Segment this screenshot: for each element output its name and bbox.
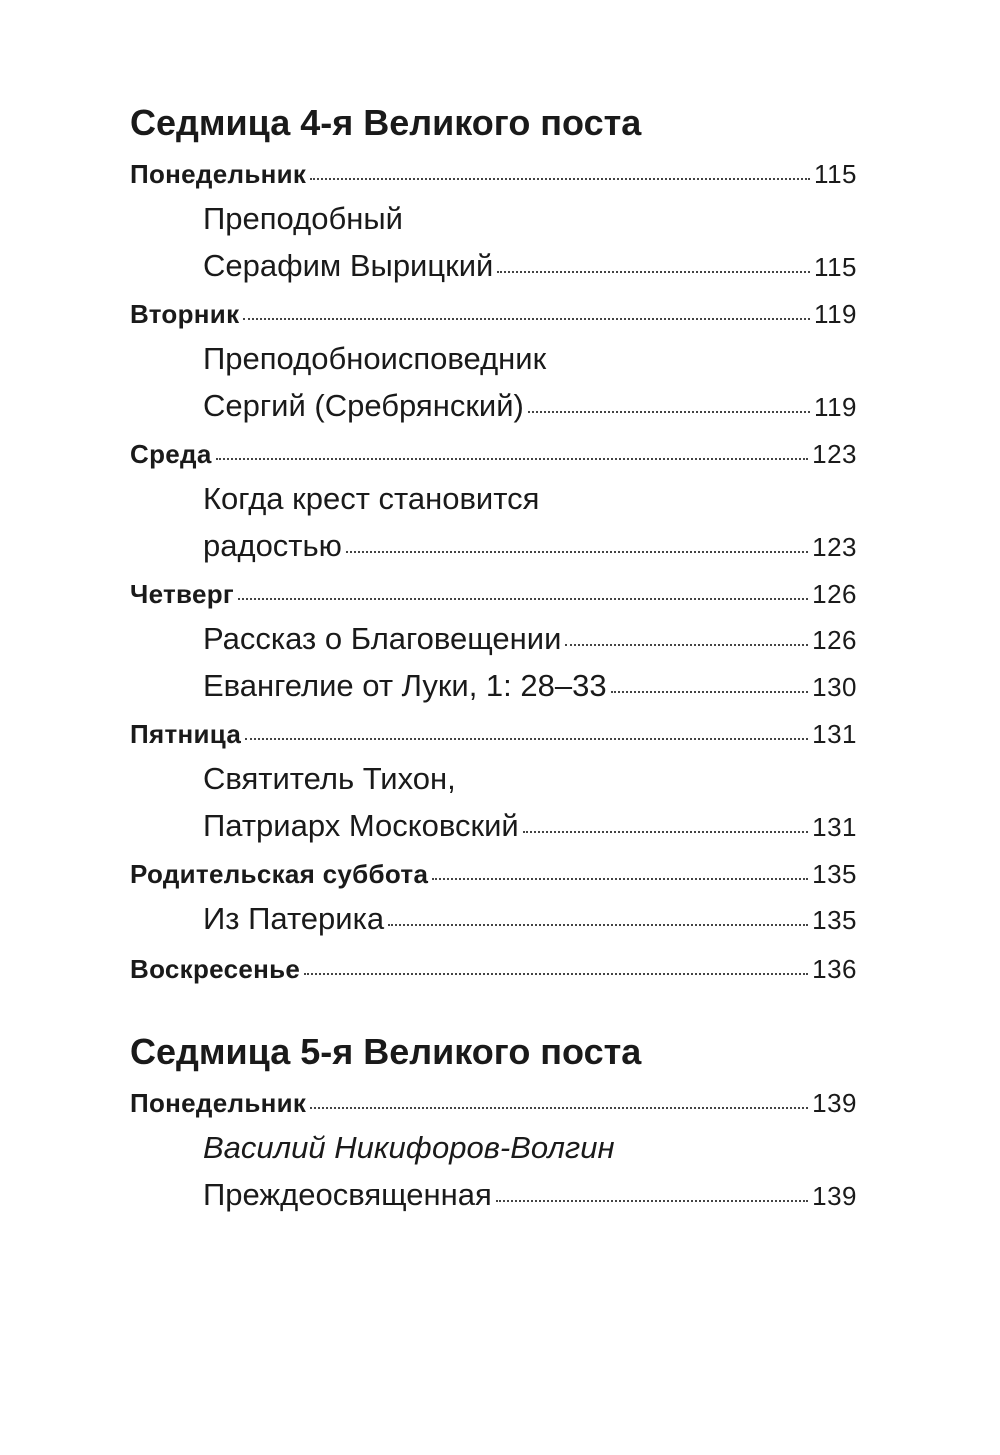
leader-dots: [243, 318, 810, 320]
page-number: 119: [814, 299, 857, 329]
entry-title: Среда: [130, 439, 212, 469]
leader-dots: [611, 691, 809, 693]
entry-title: Воскресенье: [130, 954, 301, 984]
page-number: 115: [814, 159, 857, 189]
page-number: 139: [812, 1088, 857, 1118]
toc-entry-friday[interactable]: [130, 718, 857, 750]
toc-entry-seraphim[interactable]: [203, 247, 857, 286]
toc-entry-tuesday[interactable]: [130, 298, 857, 330]
leader-dots: [523, 831, 808, 833]
page-number: 115: [814, 252, 857, 282]
toc-entry-wednesday[interactable]: [130, 438, 857, 470]
entry-title: Патриарх Московский: [203, 808, 519, 843]
entry-author: Василий Никифоров-Волгин: [203, 1130, 615, 1165]
toc-entry-sergiy[interactable]: [203, 387, 857, 426]
page-number: 130: [812, 672, 857, 702]
toc-entry-title-line: [203, 340, 857, 378]
entry-title: Серафим Вырицкий: [203, 248, 494, 283]
entry-title: Из Патерика: [203, 901, 385, 936]
toc-entry-tikhon[interactable]: [203, 807, 857, 846]
entry-title: Понедельник: [130, 159, 307, 189]
toc-entry-cross[interactable]: [203, 527, 857, 566]
page-number: 126: [812, 625, 857, 655]
entry-title: радостью: [203, 528, 342, 563]
entry-title: Сергий (Сребрянский): [203, 388, 524, 423]
leader-dots: [310, 1107, 808, 1109]
entry-title: Пятница: [130, 719, 242, 749]
leader-dots: [388, 924, 808, 926]
leader-dots: [528, 411, 810, 413]
toc-entry-annunciation[interactable]: [203, 620, 857, 659]
page-number: 135: [812, 905, 857, 935]
toc-entry-thursday[interactable]: [130, 578, 857, 610]
leader-dots: [432, 878, 808, 880]
entry-title: Преподобный: [203, 201, 403, 236]
leader-dots: [496, 1200, 808, 1202]
toc-entry-gospel-luke[interactable]: [203, 667, 857, 706]
page-number: 123: [812, 439, 857, 469]
toc-entry-monday-5[interactable]: [130, 1087, 857, 1119]
entry-title: Святитель Тихон,: [203, 761, 456, 796]
toc-entry-sunday[interactable]: [130, 953, 857, 985]
entry-title: Когда крест становится: [203, 481, 540, 516]
leader-dots: [565, 644, 808, 646]
page-number: 119: [814, 392, 857, 422]
leader-dots: [238, 598, 808, 600]
page-number: 131: [812, 812, 857, 842]
entry-title: Вторник: [130, 299, 240, 329]
toc-entry-monday[interactable]: [130, 158, 857, 190]
toc-entry-presanctified[interactable]: [203, 1176, 857, 1215]
toc-entry-title-line: [203, 200, 857, 238]
entry-title: Преждеосвященная: [203, 1177, 492, 1212]
leader-dots: [497, 271, 810, 273]
toc-entry-title-line: [203, 760, 857, 798]
toc-entry-parental-saturday[interactable]: [130, 858, 857, 890]
leader-dots: [245, 738, 808, 740]
page-number: 135: [812, 859, 857, 889]
entry-title: Четверг: [130, 579, 235, 609]
toc-entry-paterikon[interactable]: [203, 900, 857, 939]
page-number: 136: [812, 954, 857, 984]
entry-title: Родительская суббота: [130, 859, 429, 889]
page-number: 139: [812, 1181, 857, 1211]
page-number: 131: [812, 719, 857, 749]
section-heading: Седмица 5-я Великого поста: [130, 1031, 642, 1072]
toc-entry-title-line: [203, 480, 857, 518]
entry-title: Рассказ о Благовещении: [203, 621, 562, 656]
entry-title: Понедельник: [130, 1088, 307, 1118]
section-heading: Седмица 4-я Великого поста: [130, 102, 642, 143]
leader-dots: [310, 178, 810, 180]
leader-dots: [216, 458, 809, 460]
leader-dots: [304, 973, 808, 975]
entry-title: Евангелие от Луки, 1: 28–33: [203, 668, 607, 703]
toc-entry-author: [203, 1129, 857, 1167]
leader-dots: [346, 551, 808, 553]
entry-title: Преподобноисповедник: [203, 341, 547, 376]
page-number: 126: [812, 579, 857, 609]
page-number: 123: [812, 532, 857, 562]
